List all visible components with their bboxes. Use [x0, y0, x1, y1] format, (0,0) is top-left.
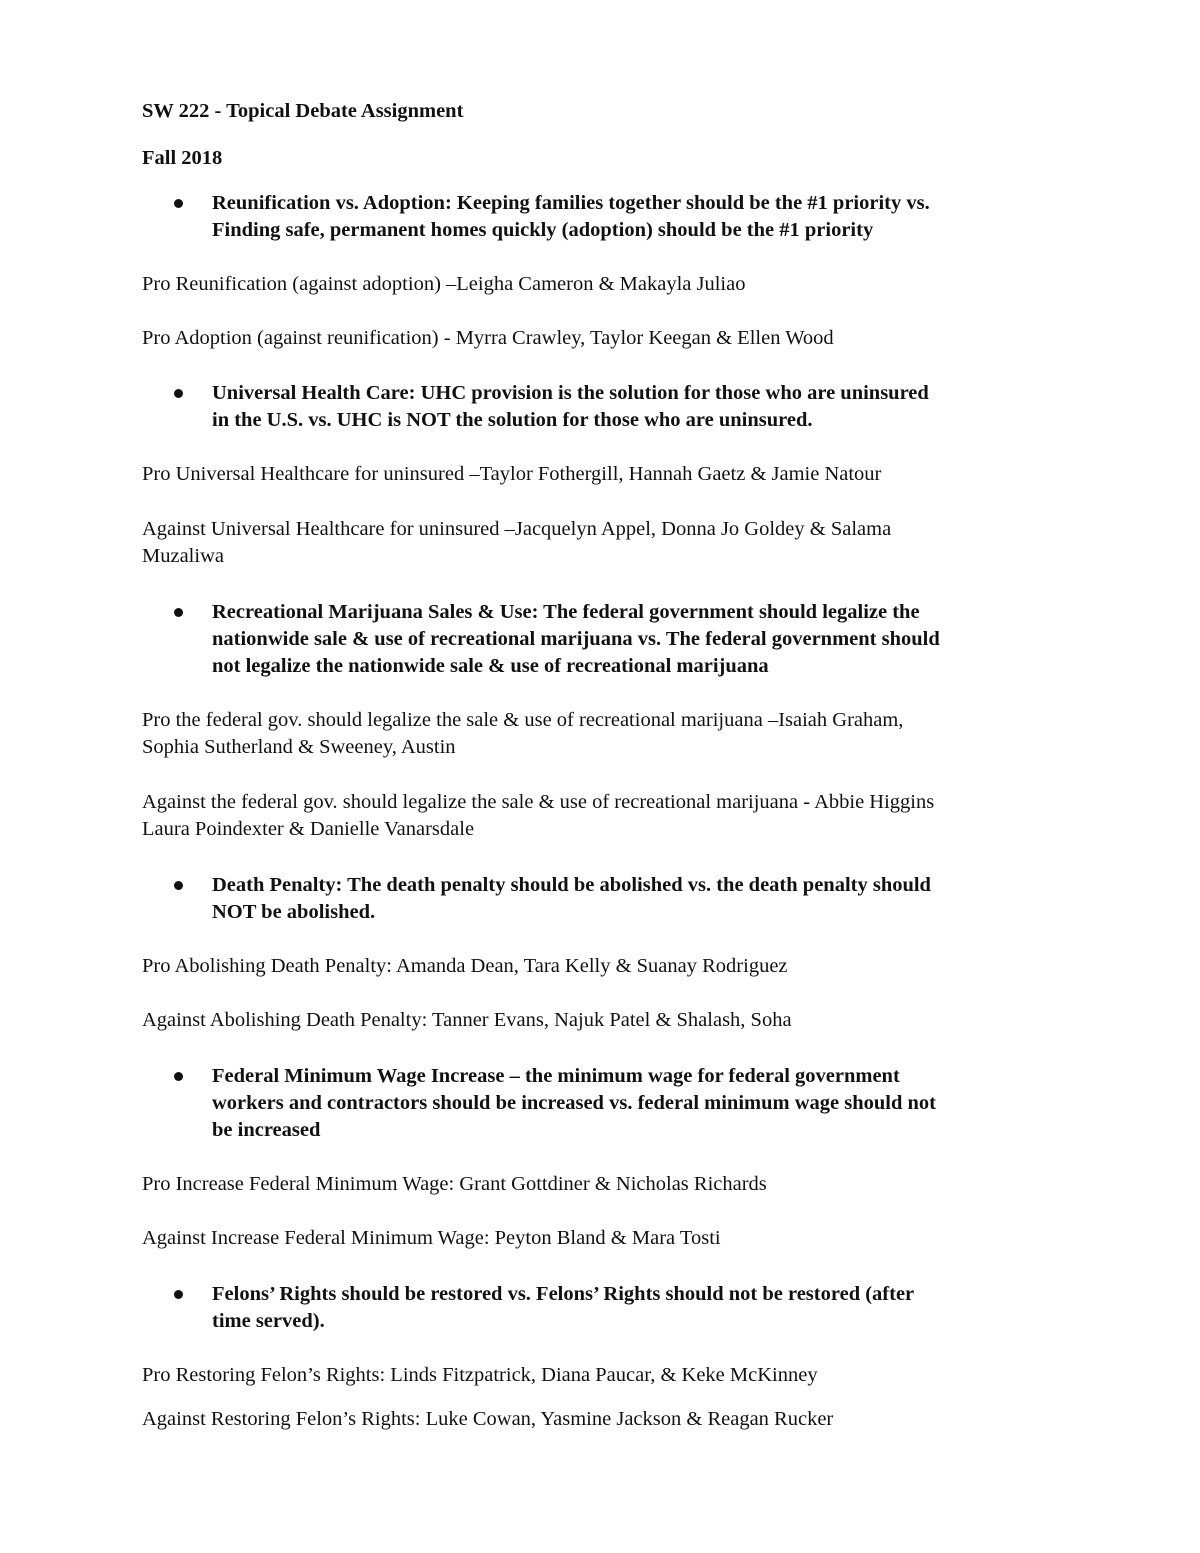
topic-4-line-2: NOT be abolished.	[212, 901, 376, 923]
document-title: SW 222 - Topical Debate Assignment	[142, 100, 464, 122]
topic-2-against-team-line-1: Against Universal Healthcare for uninsured –Jacquelyn Appel, Donna Jo Goldey & Salama	[142, 518, 892, 540]
topic-5-line-3: be increased	[212, 1119, 321, 1141]
bullet-icon	[174, 881, 183, 890]
topic-1-line-1: Reunification vs. Adoption: Keeping families together should be the #1 priority vs.	[212, 192, 930, 214]
bullet-icon	[174, 199, 183, 208]
topic-6-line-1: Felons’ Rights should be restored vs. Felons’ Rights should not be restored (after	[212, 1283, 915, 1305]
topic-5-pro-team: Pro Increase Federal Minimum Wage: Grant Gottdiner & Nicholas Richards	[142, 1173, 767, 1195]
topic-4-pro-team: Pro Abolishing Death Penalty: Amanda Dean, Tara Kelly & Suanay Rodriguez	[142, 955, 788, 977]
bullet-icon	[174, 608, 183, 617]
topic-5-against-team: Against Increase Federal Minimum Wage: Peyton Bland & Mara Tosti	[142, 1227, 721, 1249]
topic-3-pro-team-line-1: Pro the federal gov. should legalize the sale & use of recreational marijuana –Isaiah Graham,	[142, 709, 904, 731]
topic-2-line-2: in the U.S. vs. UHC is NOT the solution for those who are uninsured.	[212, 409, 813, 431]
topic-4-against-team: Against Abolishing Death Penalty: Tanner Evans, Najuk Patel & Shalash, Soha	[142, 1009, 792, 1031]
topic-5-line-2: workers and contractors should be increased vs. federal minimum wage should not	[212, 1092, 936, 1114]
topic-6-line-2: time served).	[212, 1310, 325, 1332]
topic-5-line-1: Federal Minimum Wage Increase – the minimum wage for federal government	[212, 1065, 900, 1087]
bullet-icon	[174, 1290, 183, 1299]
topic-1-pro-team: Pro Reunification (against adoption) –Leigha Cameron & Makayla Juliao	[142, 273, 746, 295]
topic-3-line-3: not legalize the nationwide sale & use of recreational marijuana	[212, 655, 769, 677]
topic-3-line-1: Recreational Marijuana Sales & Use: The federal government should legalize the	[212, 601, 920, 623]
bullet-icon	[174, 1072, 183, 1081]
topic-3-pro-team-line-2: Sophia Sutherland & Sweeney, Austin	[142, 736, 456, 758]
topic-2-pro-team: Pro Universal Healthcare for uninsured –Taylor Fothergill, Hannah Gaetz & Jamie Natour	[142, 463, 882, 485]
topic-6-against-team: Against Restoring Felon’s Rights: Luke Cowan, Yasmine Jackson & Reagan Rucker	[142, 1408, 834, 1430]
bullet-icon	[174, 389, 183, 398]
topic-3-against-team-line-2: Laura Poindexter & Danielle Vanarsdale	[142, 818, 475, 840]
topic-6-pro-team: Pro Restoring Felon’s Rights: Linds Fitzpatrick, Diana Paucar, & Keke McKinney	[142, 1364, 818, 1386]
topic-2-against-team-line-2: Muzaliwa	[142, 545, 224, 567]
topic-1-against-team: Pro Adoption (against reunification) - Myrra Crawley, Taylor Keegan & Ellen Wood	[142, 327, 834, 349]
topic-1-line-2: Finding safe, permanent homes quickly (adoption) should be the #1 priority	[212, 219, 874, 241]
topic-4-line-1: Death Penalty: The death penalty should be abolished vs. the death penalty should	[212, 874, 931, 896]
topic-2-line-1: Universal Health Care: UHC provision is the solution for those who are uninsured	[212, 382, 929, 404]
term-label: Fall 2018	[142, 147, 223, 169]
topic-3-line-2: nationwide sale & use of recreational marijuana vs. The federal government should	[212, 628, 940, 650]
topic-3-against-team-line-1: Against the federal gov. should legalize the sale & use of recreational marijuana - Abbie Higgins	[142, 791, 935, 813]
